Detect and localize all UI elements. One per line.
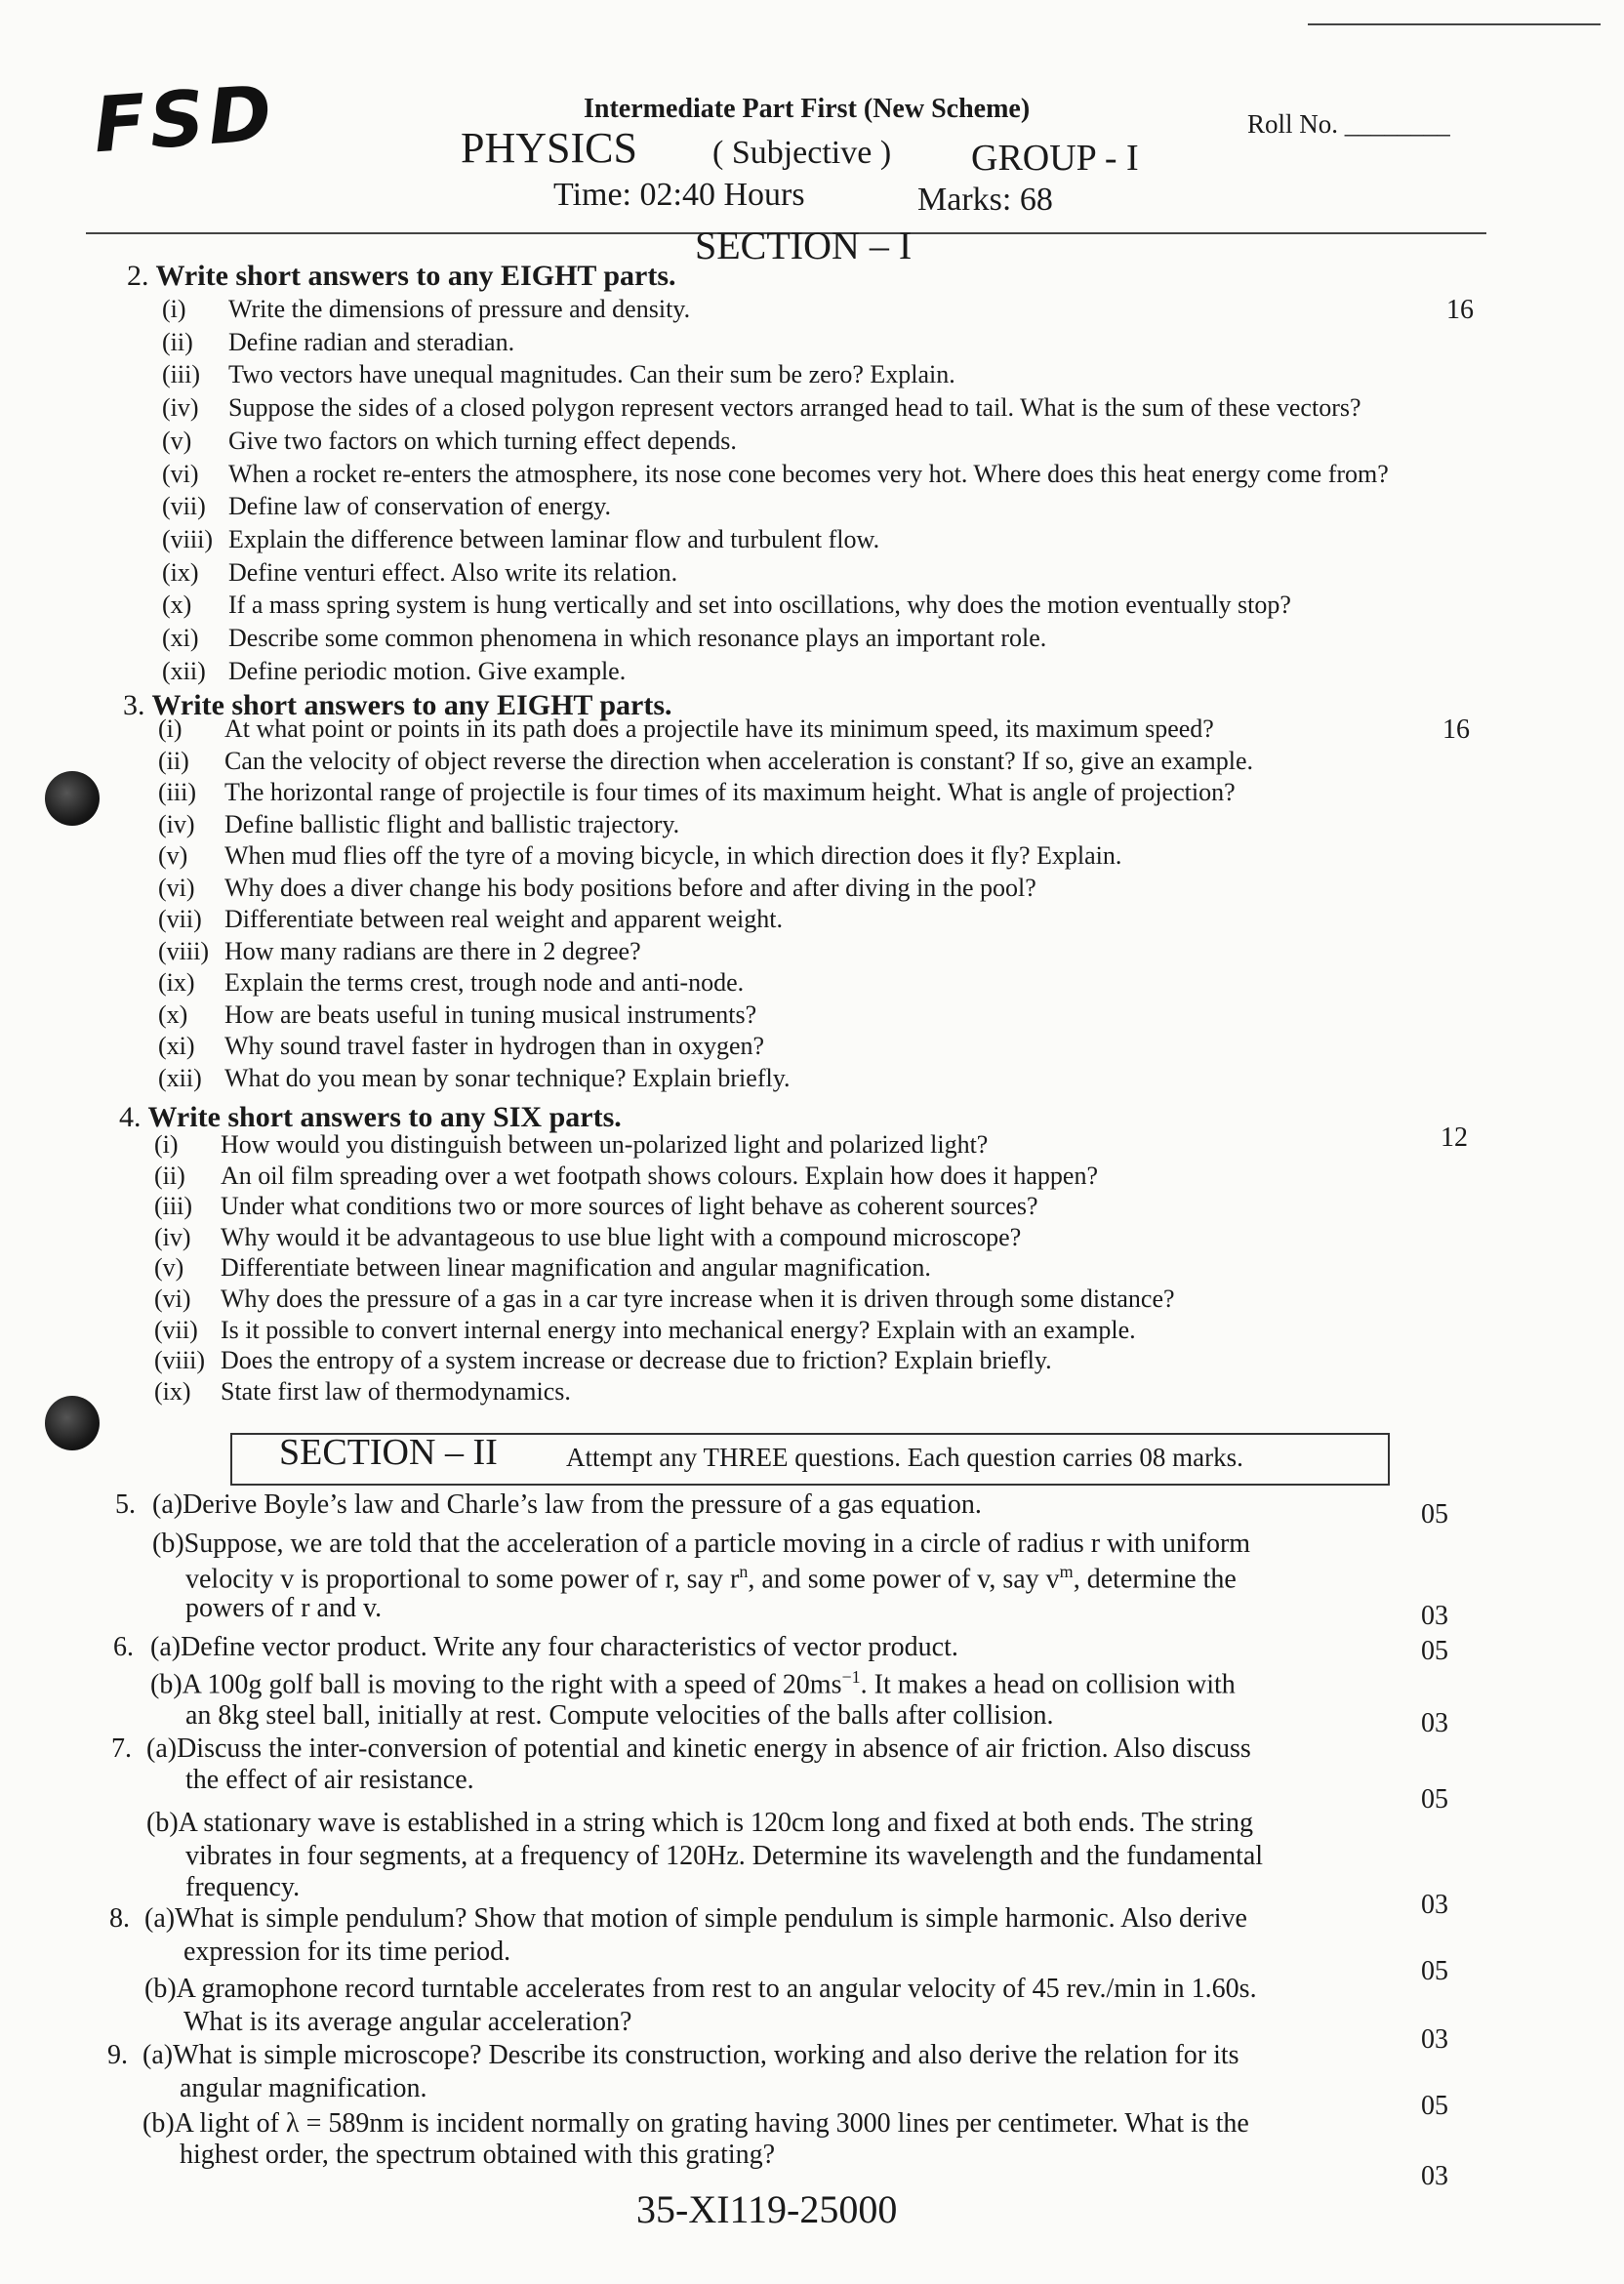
q4-item-text: Under what conditions two or more sources of light behave as coherent sources? [221, 1192, 1038, 1221]
q8b-text-line1: (b)A gramophone record turntable accelerates from rest to an angular velocity of 45 rev./min in 1.60s. [144, 1974, 1257, 2004]
q4-item-text: State first law of thermodynamics. [221, 1376, 571, 1406]
paper-code: 35-XI119-25000 [636, 2187, 898, 2231]
q4-item-numeral: (iii) [154, 1192, 192, 1221]
q6b-text-line1 [150, 1667, 1236, 1700]
q2-title: Write short answers to any EIGHT parts. [155, 260, 676, 292]
q4-item-numeral: (vii) [154, 1315, 198, 1344]
q2-item [162, 624, 1046, 653]
q4-item-numeral: (ix) [154, 1376, 191, 1406]
q2-item [162, 393, 1361, 423]
subject-title: PHYSICS [461, 124, 637, 172]
q3-title: Write short answers to any EIGHT parts. [151, 689, 672, 721]
q2-item [162, 295, 690, 324]
q2-item-numeral: (v) [162, 426, 192, 455]
q2-item-text: Give two factors on which turning effect depends. [228, 426, 737, 455]
q3-item-numeral: (x) [158, 999, 188, 1029]
q3-item-text: Why sound travel faster in hydrogen than in oxygen? [224, 1032, 765, 1060]
exam-time: Time: 02:40 Hours [553, 177, 805, 213]
q4-item-text: Does the entropy of a system increase or decrease due to friction? Explain briefly. [221, 1346, 1052, 1375]
q2-number: 2. [127, 260, 149, 292]
q4-item [154, 1377, 571, 1407]
fsd-stamp: FSD [91, 69, 279, 171]
q7b-text-line2: vibrates in four segments, at a frequency of 120Hz. Determine its wavelength and the fundamental [185, 1841, 1264, 1871]
q3-item-numeral: (xii) [158, 1063, 202, 1092]
q4-item-numeral: (v) [154, 1253, 184, 1283]
q2-item-numeral: (i) [162, 295, 186, 323]
q2-item [162, 558, 677, 588]
punch-hole [45, 771, 100, 826]
q3-item-numeral: (i) [158, 714, 183, 743]
q3-item-numeral: (v) [158, 841, 188, 870]
q8a-text-line2: expression for its time period. [183, 1937, 511, 1967]
q5b-part1: velocity v is proportional to some power of r, say r [185, 1564, 740, 1595]
q2-item [162, 328, 514, 357]
q3-item [158, 1064, 791, 1093]
q3-item-text: What do you mean by sonar technique? Explain briefly. [224, 1063, 791, 1092]
section-2-title: SECTION – II [279, 1432, 498, 1473]
q8a-text-line1: (a)What is simple pendulum? Show that motion of simple pendulum is simple harmonic. Also derive [144, 1903, 1247, 1934]
q2-item [162, 427, 737, 456]
q3-item-numeral: (vi) [158, 873, 195, 902]
q3-item [158, 841, 1121, 871]
q4-heading [119, 1101, 622, 1134]
q7a-marks: 05 [1421, 1784, 1448, 1815]
q3-item-text: Define ballistic flight and ballistic trajectory. [224, 809, 680, 838]
q7b-text-line1: (b)A stationary wave is established in a string which is 120cm long and fixed at both ends. The string [146, 1808, 1254, 1838]
q2-item [162, 525, 879, 554]
q2-item-text: Explain the difference between laminar flow and turbulent flow. [228, 524, 880, 553]
q2-item-numeral: (viii) [162, 524, 213, 553]
q3-item-text: The horizontal range of projectile is four times of its maximum height. What is angle of projection? [224, 778, 1236, 806]
q2-item [162, 591, 1291, 620]
q2-item-numeral: (xi) [162, 624, 199, 652]
q3-item [158, 1000, 756, 1030]
q4-item-text: Is it possible to convert internal energy into mechanical energy? Explain with an example. [221, 1315, 1136, 1344]
section-2-instruction: Attempt any THREE questions. Each question carries 08 marks. [566, 1443, 1243, 1472]
q9-number: 9. [107, 2040, 128, 2070]
q2-item-numeral: (xii) [162, 656, 206, 685]
q6b-part1: (b)A 100g golf ball is moving to the right with a speed of 20ms [150, 1669, 842, 1700]
q4-item-text: Why does the pressure of a gas in a car tyre increase when it is driven through some distance? [221, 1285, 1175, 1313]
q4-marks: 12 [1441, 1122, 1468, 1153]
q6a-text: (a)Define vector product. Write any four characteristics of vector product. [150, 1632, 958, 1662]
q6b-text-line2: an 8kg steel ball, initially at rest. Compute velocities of the balls after collision. [185, 1700, 1054, 1731]
q3-item-text: How are beats useful in tuning musical instruments? [224, 999, 757, 1029]
exam-level: Intermediate Part First (New Scheme) [584, 94, 1031, 124]
q4-item-numeral: (i) [154, 1130, 179, 1159]
q2-item-text: Suppose the sides of a closed polygon represent vectors arranged head to tail. What is the sum of these vectors? [228, 393, 1361, 423]
q2-item-text: Define venturi effect. Also write its relation. [228, 557, 678, 587]
q6b-sup: −1 [841, 1667, 861, 1687]
q4-item-text: Differentiate between linear magnification and angular magnification. [221, 1253, 931, 1283]
q3-item [158, 905, 783, 934]
q8-number: 8. [109, 1903, 130, 1934]
q6b-marks: 03 [1421, 1708, 1448, 1738]
q2-item [162, 657, 626, 686]
q3-item-numeral: (xi) [158, 1032, 195, 1060]
q4-item [154, 1346, 1052, 1375]
q3-number: 3. [123, 689, 145, 721]
roll-number-field: Roll No. ________ [1247, 109, 1450, 139]
q4-item-numeral: (viii) [154, 1346, 205, 1375]
q4-item [154, 1316, 1136, 1345]
q7b-marks: 03 [1421, 1890, 1448, 1920]
q4-item-numeral: (ii) [154, 1161, 185, 1190]
q6-number: 6. [113, 1632, 134, 1662]
q3-item-text: Why does a diver change his body positions before and after diving in the pool? [224, 873, 1036, 902]
q2-item-numeral: (ix) [162, 557, 199, 587]
q3-marks: 16 [1442, 714, 1470, 745]
q3-item [158, 747, 1253, 776]
q3-item-numeral: (iii) [158, 778, 196, 806]
exam-marks: Marks: 68 [917, 182, 1053, 218]
q3-item-numeral: (viii) [158, 936, 209, 965]
q5b-marks: 03 [1421, 1601, 1448, 1631]
q9b-text-line1: (b)A light of λ = 589nm is incident normally on grating having 3000 lines per centimeter. What is the [142, 2108, 1249, 2139]
q4-item-text: Why would it be advantageous to use blue light with a compound microscope? [221, 1222, 1022, 1251]
q5b-text-line3: powers of r and v. [185, 1593, 383, 1623]
q3-item-numeral: (iv) [158, 809, 195, 838]
q5b-part3: , determine the [1073, 1564, 1237, 1595]
q3-item-text: How many radians are there in 2 degree? [224, 936, 641, 965]
q3-item [158, 968, 744, 998]
q4-item [154, 1130, 988, 1160]
q2-item-text: Define radian and steradian. [228, 327, 515, 356]
q4-item-text: How would you distinguish between un-polarized light and polarized light? [221, 1130, 989, 1159]
q4-item [154, 1162, 1098, 1191]
q3-item [158, 810, 679, 839]
q3-item-text: At what point or points in its path does a projectile have its minimum speed, its maximum speed? [224, 714, 1214, 743]
q2-item-text: Write the dimensions of pressure and density. [228, 295, 691, 323]
q2-item-text: Define law of conservation of energy. [228, 492, 612, 521]
q3-item [158, 874, 1036, 903]
q2-item [162, 360, 955, 389]
q8b-text-line2: What is its average angular acceleration? [183, 2007, 632, 2037]
q2-item-numeral: (x) [162, 591, 192, 620]
q2-item-numeral: (vii) [162, 492, 206, 521]
q7a-text-line2: the effect of air resistance. [185, 1765, 474, 1795]
q3-item [158, 778, 1236, 807]
top-rule [1308, 23, 1601, 25]
q3-item-numeral: (vii) [158, 905, 202, 933]
q2-item-text: Two vectors have unequal magnitudes. Can their sum be zero? Explain. [228, 360, 955, 389]
q4-item-text: An oil film spreading over a wet footpath shows colours. Explain how does it happen? [221, 1161, 1098, 1190]
q2-marks: 16 [1446, 295, 1474, 325]
group-label: GROUP - I [971, 138, 1139, 179]
q2-item-numeral: (ii) [162, 327, 193, 356]
q7b-text-line3: frequency. [185, 1872, 301, 1902]
q9a-text-line1: (a)What is simple microscope? Describe its construction, working and also derive the relation for its [142, 2040, 1239, 2070]
q2-item-text: Define periodic motion. Give example. [228, 656, 627, 685]
q4-item-numeral: (vi) [154, 1285, 191, 1313]
q9a-marks: 05 [1421, 2091, 1448, 2121]
q4-item-numeral: (iv) [154, 1222, 191, 1251]
punch-hole [45, 1396, 100, 1450]
q5-number: 5. [115, 1489, 136, 1520]
q7-number: 7. [111, 1733, 132, 1764]
q5b-text-line2 [185, 1562, 1237, 1595]
q2-item [162, 460, 1389, 489]
q3-item-text: When mud flies off the tyre of a moving bicycle, in which direction does it fly? Explain. [224, 841, 1122, 870]
q2-item-text: Describe some common phenomena in which resonance plays an important role. [228, 624, 1047, 652]
q2-heading [127, 260, 676, 293]
q3-item [158, 1032, 764, 1061]
q4-item [154, 1192, 1038, 1221]
q5b-text-line1: (b)Suppose, we are told that the acceleration of a particle moving in a circle of radius r with uniform [152, 1529, 1251, 1559]
q4-title: Write short answers to any SIX parts. [147, 1101, 622, 1133]
paper-type: ( Subjective ) [712, 135, 892, 171]
q9b-marks: 03 [1421, 2161, 1448, 2191]
q5a-marks: 05 [1421, 1499, 1448, 1529]
q4-number: 4. [119, 1101, 142, 1133]
q3-item-numeral: (ii) [158, 746, 189, 775]
q3-item [158, 937, 641, 966]
q3-item-numeral: (ix) [158, 968, 195, 997]
q6b-part2: . It makes a head on collision with [860, 1669, 1236, 1700]
q4-item [154, 1285, 1175, 1314]
q6a-marks: 05 [1421, 1636, 1448, 1666]
q2-item [162, 492, 611, 521]
q8a-marks: 05 [1421, 1956, 1448, 1986]
q3-item [158, 714, 1214, 744]
q9a-text-line2: angular magnification. [180, 2073, 427, 2103]
q5b-part2: , and some power of v, say v [748, 1564, 1060, 1595]
q9b-text-line2: highest order, the spectrum obtained with this grating? [180, 2140, 776, 2170]
q3-item-text: Explain the terms crest, trough node and anti-node. [224, 968, 745, 997]
q2-item-text: If a mass spring system is hung vertically and set into oscillations, why does the motion eventually stop? [228, 591, 1291, 620]
q5b-sup-m: m [1059, 1562, 1074, 1581]
section-1-title: SECTION – I [695, 224, 913, 267]
q7a-text-line1: (a)Discuss the inter-conversion of potential and kinetic energy in absence of air friction. Also discuss [146, 1733, 1251, 1764]
q2-item-text: When a rocket re-enters the atmosphere, its nose cone becomes very hot. Where does this heat energy come from? [228, 459, 1389, 488]
q2-item-numeral: (iii) [162, 360, 200, 389]
q5b-sup-n: n [739, 1562, 749, 1581]
q4-item [154, 1223, 1021, 1252]
q5a-text: (a)Derive Boyle’s law and Charle’s law from the pressure of a gas equation. [152, 1489, 982, 1520]
q3-item-text: Differentiate between real weight and apparent weight. [224, 905, 783, 933]
q2-item-numeral: (vi) [162, 459, 199, 488]
q3-item-text: Can the velocity of object reverse the direction when acceleration is constant? If so, give an example. [224, 746, 1254, 775]
q4-item [154, 1253, 931, 1283]
q2-item-numeral: (iv) [162, 393, 199, 423]
q8b-marks: 03 [1421, 2024, 1448, 2055]
